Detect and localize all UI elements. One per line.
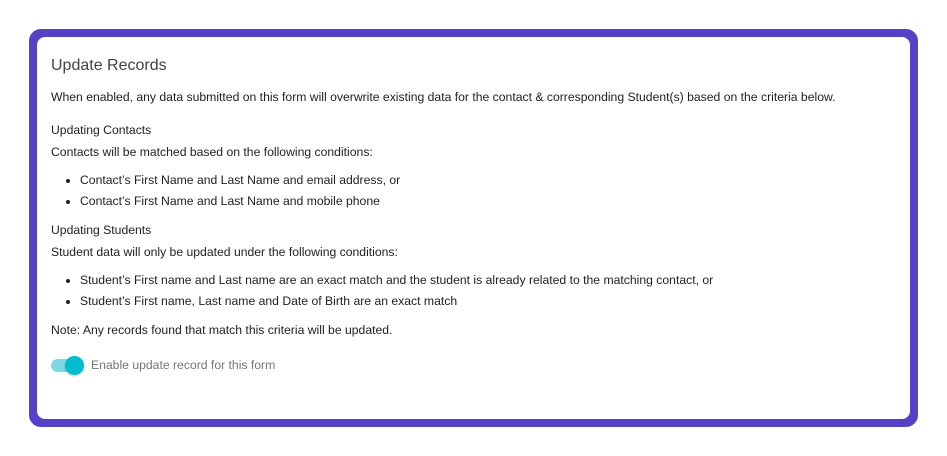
update-records-card: [37, 37, 910, 419]
students-heading: Updating Students: [51, 223, 152, 237]
enable-update-toggle-label[interactable]: Enable update record for this form: [91, 358, 276, 372]
contacts-description: Contacts will be matched based on the following conditions:: [51, 145, 373, 159]
contacts-conditions-list: [51, 170, 896, 212]
list-item: • Student’s First name, Last name and Date of Birth are an exact match: [80, 291, 896, 312]
enable-update-toggle[interactable]: [51, 355, 85, 375]
enable-update-toggle-row: [51, 355, 896, 375]
students-description: Student data will only be updated under the following conditions:: [51, 245, 398, 259]
card-title: Update Records: [51, 57, 167, 74]
toggle-thumb[interactable]: [65, 356, 84, 375]
list-item: • Student’s First name and Last name are an exact match and the student is already related to the matching contact, or: [80, 270, 896, 291]
list-item: • Contact’s First Name and Last Name and mobile phone: [80, 191, 896, 212]
list-item: • Contact’s First Name and Last Name and email address, or: [80, 170, 896, 191]
update-records-frame: [29, 29, 918, 427]
intro-text: When enabled, any data submitted on this form will overwrite existing data for the contact & corresponding Student(s) based on the criteria below.: [51, 90, 836, 104]
note-text: Note: Any records found that match this criteria will be updated.: [51, 323, 393, 337]
contacts-heading: Updating Contacts: [51, 123, 152, 137]
students-conditions-list: [51, 270, 896, 312]
